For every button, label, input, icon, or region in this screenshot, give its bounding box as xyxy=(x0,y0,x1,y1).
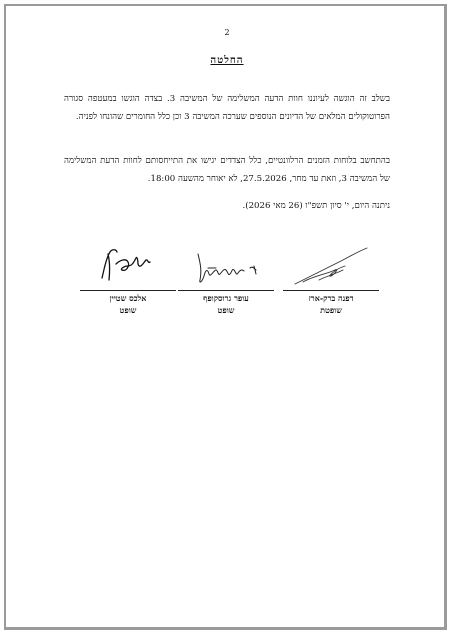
paragraph-schedule: בהתחשב בלוחות הזמנים הרלוונטיים, כלל הצדדים יגישו את התייחסותם לחוות הדעת המשלימה של המשיבה 3, וזאת עד מחר, 27.5.2026, לא יאוחר מהשעה 18:00. xyxy=(64,156,390,184)
signature-block-stein xyxy=(80,240,176,320)
signature-line xyxy=(178,290,274,291)
handwritten-signature-stein xyxy=(80,240,176,290)
handwritten-signature-grosskopf xyxy=(178,240,274,290)
decision-heading: החלטה xyxy=(210,55,244,66)
signer-title: שופטת xyxy=(320,305,342,315)
signature-block-grosskopf xyxy=(178,240,274,320)
signer-title: שופט xyxy=(119,305,137,315)
signer-title: שופט xyxy=(217,305,235,315)
signer-name: אלכס שטיין xyxy=(109,293,147,303)
signature-block-barak-erez xyxy=(283,240,379,320)
signer-name: דפנה ברק-ארז xyxy=(308,293,354,303)
page-number: 2 xyxy=(224,28,230,37)
signer-name: עופר גרוסקופף xyxy=(203,293,249,303)
handwritten-signature-barak-erez xyxy=(283,240,379,290)
paragraph-submission: בשלב זה הוגשה לעיוננו חוות הדעה המשלימה של המשיבה 3. בצדה הוגשו במעטפה סגורה הפרוטוקולים המלאים של הדיונים הנוספים שערכה המשיבה 3 וכן כלל החומרים שהונחו לפניה. xyxy=(64,94,390,122)
signature-line xyxy=(80,290,176,291)
signature-line xyxy=(283,290,379,291)
date-line: ניתנה היום, י' סיון תשפ"ו (26 מאי 2026). xyxy=(242,201,390,211)
